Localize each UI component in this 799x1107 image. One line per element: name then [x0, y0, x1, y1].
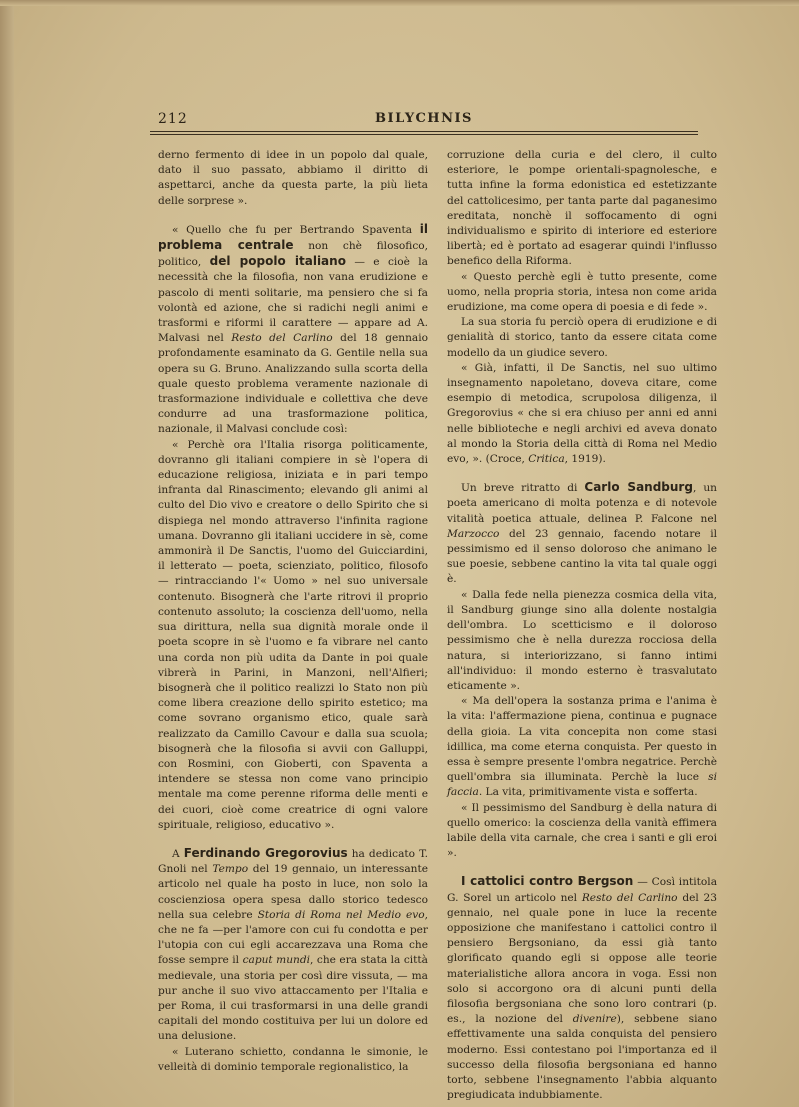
- paragraph: derno fermento di idee in un popolo dal quale, dato il suo passato, abbiamo il diritto di aspettarci, anche da questa parte, la più lieta delle sorprese ».: [158, 149, 428, 207]
- publication-title: Critica: [528, 453, 565, 466]
- paragraph: I cattolici contro Bergson — Così intitola G. Sorel un articolo nel Resto del Carlino del 23 gennaio, nel quale pone in luce la recente opposizione che manifestano i cattolici contro il pensiero Bergsoniano, da essi già tanto glorificato quando egli si oppose alle teorie materialistiche allora ancora in voga. Essi non solo si accorgono ora di alcuni punti della filosofia bergsoniana che sono loro contrari (p. es., la nozione del divenire), sebbene siano effettivamente una salda conquista del pensiero moderno. Essi contestano poi l'importanza ed il successo della filosofia bergsoniana ed hanno torto, sebbene l'insegnamento l'abbia alquanto pregiudicata indubbiamente.: [447, 874, 718, 1102]
- paragraph: La sua storia fu perciò opera di erudizione e di genialità di storico, tanto da essere citata come modello da un giudice severo.: [447, 316, 717, 359]
- page-header: [150, 111, 698, 131]
- emphasis: si faccia: [447, 771, 717, 799]
- latin-phrase: caput mundi: [242, 954, 311, 967]
- highlighted-term: del popolo italiano: [209, 254, 346, 269]
- quotation: « Dalla fede nella pienezza cosmica della vita, il Sandburg giunge sino alla dolente nostalgia dell'ombra. Lo scetticismo e il doloroso pessimismo che è nella durezza rocciosa della natura, si interiorizzano, si fanno intimi all'individuo: il mondo esterno è trasvalutato eticamente ».: [447, 588, 717, 692]
- paragraph: Un breve ritratto di Carlo Sandburg, un poeta americano di molta potenza e di notevole vitalità poetica attuale, delinea P. Falcone nel Marzocco del 23 gennaio, facendo notare il pessimismo ed il senso doloroso che animano le sue poesie, sebbene cantino la vita tal quale oggi è.: [447, 480, 717, 586]
- book-title: Storia di Roma nel Medio evo: [257, 908, 425, 921]
- publication-title: Resto del Carlino: [581, 891, 678, 904]
- publication-title: Marzocco: [447, 527, 500, 540]
- quotation: « Già, infatti, il De Sanctis, nel suo ultimo insegnamento napoletano, doveva citare, come esempio di metodica, scrupolosa diligenza, il Gregorovius « che si era chiuso per anni ed anni nelle biblioteche e negli archivi ed aveva donato al mondo la Storia della città di Roma nel Medio evo, ». (Croce, Critica, 1919).: [447, 361, 717, 466]
- paragraph: « Quello che fu per Bertrando Spaventa il problema centrale non chè filosofico, politico, del popolo italiano — e cioè la necessità che la filosofia, non vana erudizione e pascolo di menti solitarie, ma pensiero che si fa volontà ed azione, che si radichi negli animi e trasformi e riformi il carattere — appare ad A. Malvasi nel Resto del Carlino del 18 gennaio profondamente esaminato da G. Gentile nella sua opera su G. Bruno. Analizzando sulla scorta della quale questo problema veramente nazionale di trasformazione individuale e collettiva che deve condurre ad una trasformazione politica, nazionale, il Malvasi conclude così:: [158, 221, 429, 436]
- quotation: « Il pessimismo del Sandburg è della natura di quello omerico: la coscienza della vanità effimera labile della vita carnale, che crea i santi e gli eroi ».: [447, 801, 717, 860]
- publication-title: Tempo: [212, 863, 249, 876]
- page-number: 212: [158, 111, 188, 127]
- page-binding-edge: [0, 0, 14, 1107]
- emphasis: divenire: [572, 1013, 617, 1026]
- quotation: « Ma dell'opera la sostanza prima e l'anima è la vita: l'affermazione piena, continua e pugnace della gioia. La vita concepita non come stasi idillica, ma come eterna conquista. Per questo in essa è sempre presente l'ombra negatrice. Perchè quell'ombra sia illuminata. Perchè la luce si faccia. La vita, primitivamente vista e sofferta.: [447, 695, 717, 799]
- quotation: « Luterano schietto, condanna le simonie, le velleità di dominio temporale regionalistico, la: [158, 1045, 428, 1073]
- paragraph: A Ferdinando Gregorovius ha dedicato T. Gnoli nel Tempo del 19 gennaio, un interessante articolo nel quale ha posto in luce, non solo la coscienziosa opera spesa dallo storico tedesco nella sua celebre Storia di Roma nel Medio evo, che ne fa —per l'amore con cui fu condotta e per l'utopia con cui egli accarezzava una Roma che fosse sempre il caput mundi, che era stata la città medievale, una storia per così dire vissuta, — ma pur anche il suo vivo attaccamento per l'Italia e per Roma, il cui trasformarsi in una delle grandi capitali del mondo costituiva per lui un dolore ed una delusione.: [158, 845, 428, 1043]
- page-top-edge: [0, 0, 799, 6]
- left-column: [158, 148, 428, 1075]
- running-title: BILYCHNIS: [375, 111, 473, 126]
- highlighted-term: il problema centrale: [158, 221, 428, 253]
- section-title: I cattolici contro Bergson: [461, 874, 634, 889]
- paragraph: corruzione della curia e del clero, il culto esteriore, le pompe orientali-spagnolesche, e tutta infine la forma edonistica ed estetizzante del cattolicesimo, per tanta parte dal paganesimo ereditata, nonchè il soffocamento di ogni individualismo e spirito di interiore ed esteriore libertà; ed è portato ad esagerar quindi l'influsso benefico della Riforma.: [447, 149, 717, 268]
- highlighted-name: Ferdinando Gregorovius: [183, 845, 348, 860]
- header-rule: [150, 131, 698, 135]
- quotation: « Questo perchè egli è tutto presente, come uomo, nella propria storia, intesa non come arida erudizione, ma come opera di poesia e di fede ».: [447, 270, 717, 314]
- highlighted-name: Carlo Sandburg: [584, 480, 693, 495]
- publication-title: Resto del Carlino: [231, 332, 333, 345]
- right-column: [447, 148, 717, 1103]
- quotation: « Perchè ora l'Italia risorga politicamente, dovranno gli italiani compiere in sè l'opera di educazione religiosa, iniziata e in pari tempo infranta dal Rinascimento; elevando gli animi al culto del Dio vivo e creatore o dello Spirito che si dispiega nel mondo attraverso l'infinita ragione umana. Dovranno gli italiani uccidere in sè, come ammonirà il De Sanctis, l'uomo del Guicciardini, il letterato — poeta, scienziato, politico, filosofo — rintracciando l'« Uomo » nel suo universale contenuto. Bisognerà che l'arte ritrovi il proprio contenuto assoluto; la coscienza dell'uomo, nella sua dirittura, nella sua dignità morale onde il poeta scopre in sè l'uomo e fa vibrare nel canto una corda non più udita da Dante in poi quale vibrerà in Parini, in Manzoni, nell'Alfieri; bisognerà che il politico realizzi lo Stato non più come libera creazione dello spirito estetico; ma come sovrano organismo etico, quale sarà realizzato da Camillo Cavour e dalla sua scuola; bisognerà che la filosofia si avvii con Galluppi, con Rosmini, con Gioberti, con Spaventa a intendere se stessa non come vano principio mentale ma come perenne riforma delle menti e dei cuori, cioè come creatrice di ogni valore spirituale, religioso, educativo ».: [158, 438, 428, 831]
